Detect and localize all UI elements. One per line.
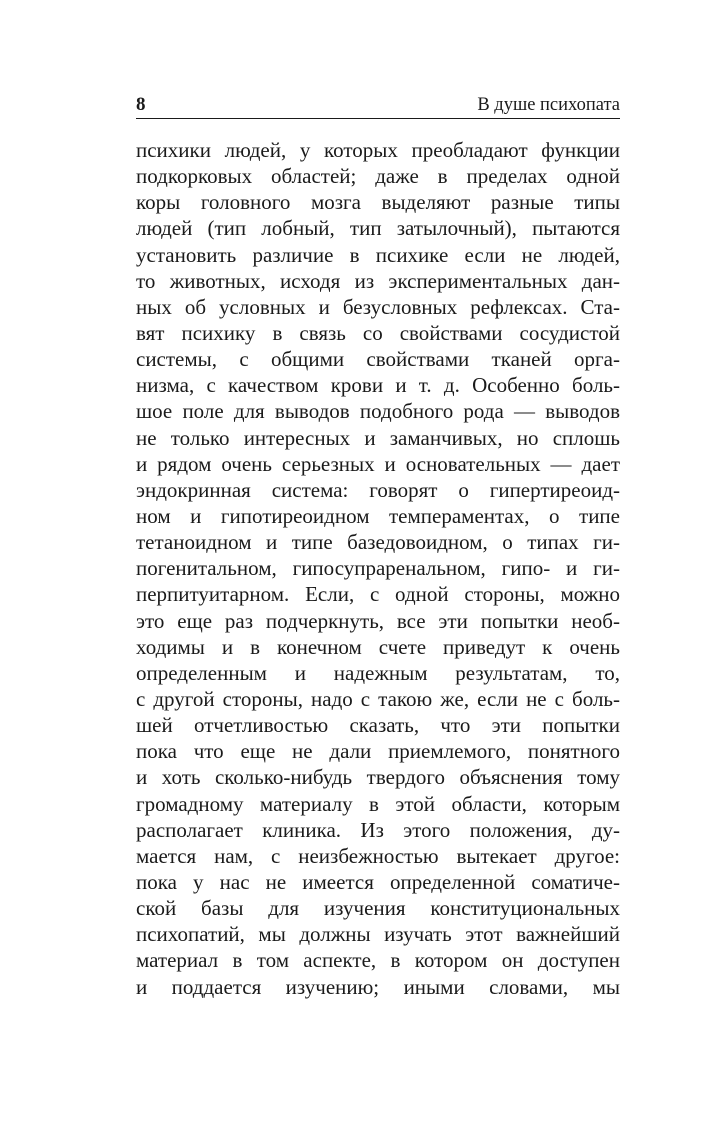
text-line: людей (тип лобный, тип затылочный), пытаются: [136, 216, 620, 241]
text-line: ходимы и в конечном счете приведут к очень: [136, 634, 620, 659]
text-line: тетаноидном и типе базедовоидном, о типах ги-: [136, 530, 620, 555]
text-line: вят психику в связь со свойствами сосудистой: [136, 320, 620, 345]
text-line: перпитуитарном. Если, с одной стороны, можно: [136, 582, 620, 607]
book-page: [136, 92, 620, 1000]
text-line: мается нам, с неизбежностью вытекает другое:: [136, 843, 620, 868]
text-line: определенным и надежным результатам, то,: [136, 660, 620, 685]
text-line: шое поле для выводов подобного рода — выводов: [136, 399, 620, 424]
text-line: пока у нас не имеется определенной соматиче-: [136, 869, 620, 894]
text-line: системы, с общими свойствами тканей орга-: [136, 347, 620, 372]
text-line: психики людей, у которых преобладают функции: [136, 138, 620, 162]
text-line: шей отчетливостью сказать, что эти попытки: [136, 713, 620, 738]
text-line: с другой стороны, надо с такою же, если не с боль-: [136, 686, 620, 711]
page-number: 8: [136, 94, 146, 115]
body-text: [136, 137, 620, 1000]
text-line: и поддается изучению; иными словами, мы: [136, 974, 620, 999]
text-line: психопатий, мы должны изучать этот важнейший: [136, 922, 620, 947]
text-line: ных об условных и безусловных рефлексах. Ста-: [136, 294, 620, 319]
text-line: располагает клиника. Из этого положения, ду-: [136, 817, 620, 842]
text-line: установить различие в психике если не людей,: [136, 242, 620, 267]
text-line: эндокринная система: говорят о гипертиреоид-: [136, 477, 620, 502]
text-line: ской базы для изучения конституциональных: [136, 896, 620, 921]
text-line: пока что еще не дали приемлемого, понятного: [136, 739, 620, 764]
text-line: это еще раз подчеркнуть, все эти попытки необ-: [136, 608, 620, 633]
book-title: В душе психопата: [477, 95, 620, 115]
text-line: то животных, исходя из экспериментальных дан-: [136, 268, 620, 293]
text-line: коры головного мозга выделяют разные типы: [136, 190, 620, 215]
running-header: [136, 92, 620, 119]
text-line: погенитальном, гипосупраренальном, гипо- и ги-: [136, 556, 620, 581]
text-line: громадному материалу в этой области, которым: [136, 791, 620, 816]
text-line: низма, с качеством крови и т. д. Особенно боль-: [136, 373, 620, 398]
text-line: материал в том аспекте, в котором он доступен: [136, 948, 620, 973]
text-line: ном и гипотиреоидном темпераментах, о типе: [136, 503, 620, 528]
text-line: подкорковых областей; даже в пределах одной: [136, 164, 620, 189]
text-line: и хоть сколько-нибудь твердого объяснения тому: [136, 765, 620, 790]
text-line: и рядом очень серьезных и основательных — дает: [136, 451, 620, 476]
text-line: не только интересных и заманчивых, но сплошь: [136, 425, 620, 450]
